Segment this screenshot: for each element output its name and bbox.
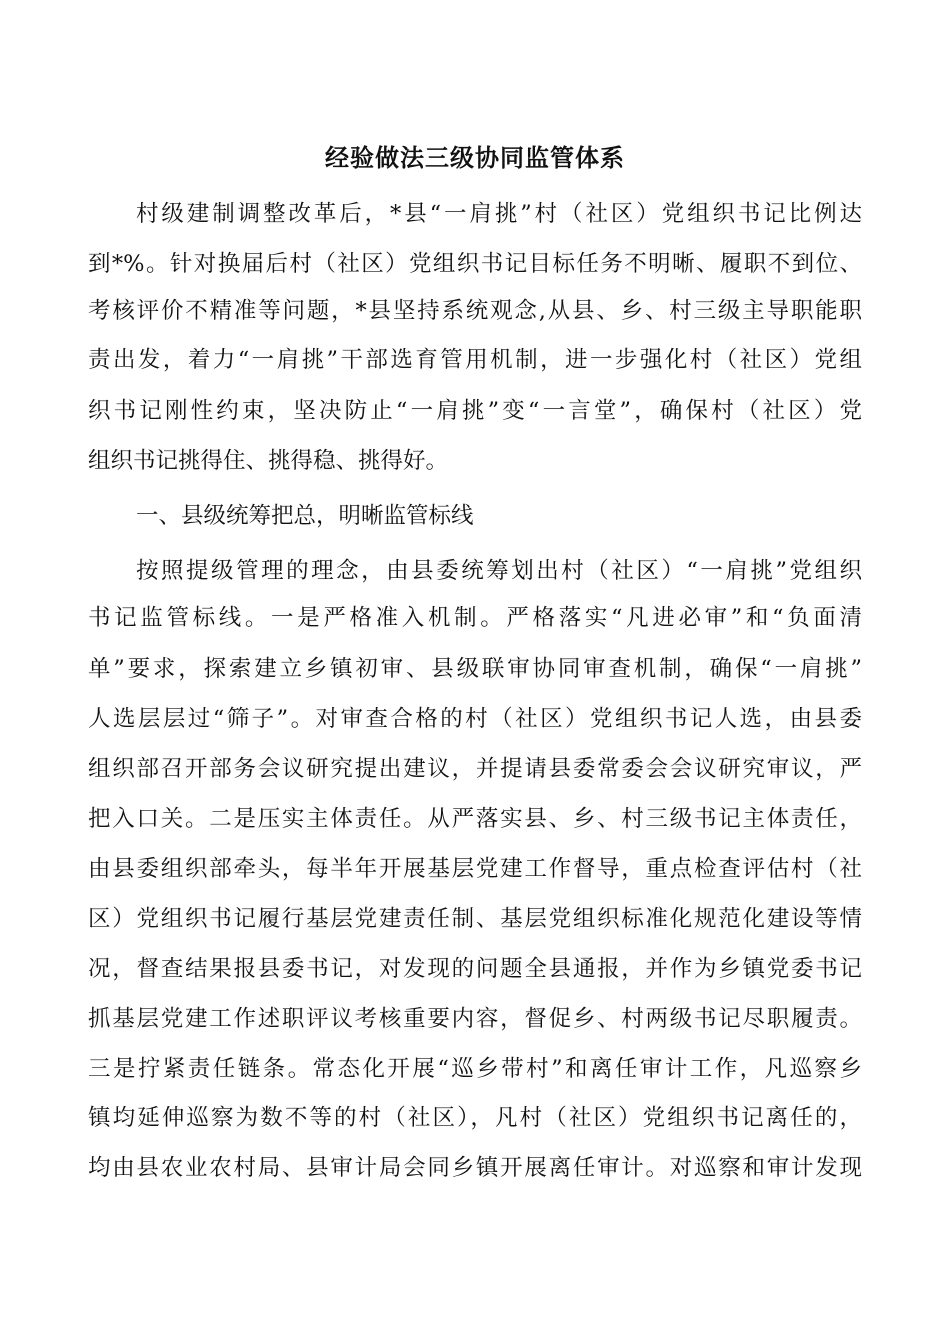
paragraph-line: 镇均延伸巡察为数不等的村（社区），凡村（社区）党组织书记离任的， (88, 1105, 862, 1131)
paragraph-line: 组织部召开部务会议研究提出建议，并提请县委常委会会议研究审议，严 (88, 756, 862, 782)
section-heading: 一、县级统筹把总，明晰监管标线 (136, 503, 474, 529)
paragraph-line: 把入口关。二是压实主体责任。从严落实县、乡、村三级书记主体责任， (88, 806, 862, 832)
document-title: 经验做法三级协同监管体系 (325, 143, 625, 172)
paragraph-line: 按照提级管理的理念，由县委统筹划出村（社区）“一肩挑”党组织 (136, 558, 862, 584)
paragraph-line: 况，督查结果报县委书记，对发现的问题全县通报，并作为乡镇党委书记 (88, 956, 862, 982)
paragraph-line: 村级建制调整改革后，*县“一肩挑”村（社区）党组织书记比例达 (136, 201, 862, 227)
paragraph-line: 三是拧紧责任链条。常态化开展“巡乡带村”和离任审计工作，凡巡察乡 (88, 1056, 862, 1082)
paragraph-line: 到*%。针对换届后村（社区）党组织书记目标任务不明晰、履职不到位、 (88, 251, 862, 277)
paragraph-line: 考核评价不精准等问题，*县坚持系统观念,从县、乡、村三级主导职能职 (88, 298, 862, 324)
paragraph-line: 人选层层过“筛子”。对审查合格的村（社区）党组织书记人选，由县委 (88, 706, 862, 732)
paragraph-line: 组织书记挑得住、挑得稳、挑得好。 (88, 448, 449, 474)
paragraph-line: 责出发，着力“一肩挑”干部选育管用机制，进一步强化村（社区）党组 (88, 347, 862, 373)
paragraph-line: 区）党组织书记履行基层党建责任制、基层党组织标准化规范化建设等情 (88, 906, 862, 932)
paragraph-line: 单”要求，探索建立乡镇初审、县级联审协同审查机制，确保“一肩挑” (88, 656, 862, 682)
paragraph-line: 织书记刚性约束，坚决防止“一肩挑”变“一言堂”，确保村（社区）党 (88, 398, 862, 424)
paragraph-line: 均由县农业农村局、县审计局会同乡镇开展离任审计。对巡察和审计发现 (88, 1155, 862, 1181)
paragraph-line: 抓基层党建工作述职评议考核重要内容，督促乡、村两级书记尽职履责。 (88, 1006, 862, 1032)
paragraph-line: 由县委组织部牵头，每半年开展基层党建工作督导，重点检查评估村（社 (88, 856, 862, 882)
paragraph-line: 书记监管标线。一是严格准入机制。严格落实“凡进必审”和“负面清 (88, 605, 862, 631)
